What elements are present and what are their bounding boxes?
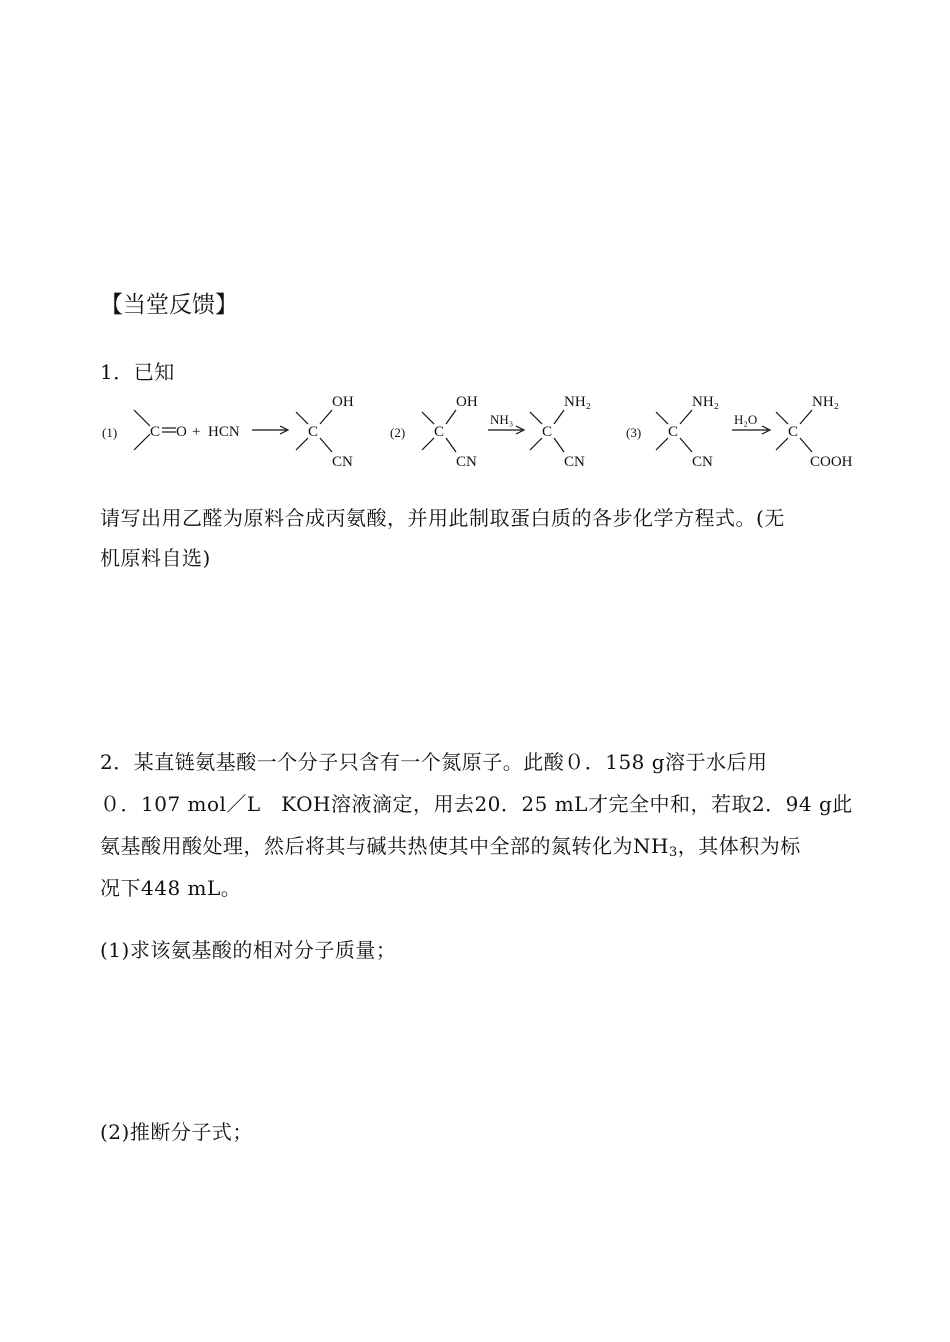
question-1-text-line-1: 请写出用乙醛为原料合成丙氨酸，并用此制取蛋白质的各步化学方程式。(无 [100, 506, 785, 530]
reaction-3-reagent: H₂O [734, 412, 758, 427]
nh3-subscript: 3 [668, 845, 678, 860]
question-2-subquestion-1: (1)求该氨基酸的相对分子质量； [100, 938, 397, 962]
reaction-1-carbon: C [150, 424, 161, 440]
reaction-1-hcn: HCN [208, 424, 240, 440]
reaction-2-product-carbon: C [542, 424, 553, 440]
reaction-3-nh2: NH₂ [692, 394, 719, 410]
reaction-1-product-carbon: C [308, 424, 319, 440]
question-2-line-3-part-b: ，其体积为标 [677, 834, 801, 858]
reaction-1-plus: + [192, 424, 201, 440]
reaction-3-product-carbon: C [788, 424, 799, 440]
reaction-2-nh2: NH₂ [564, 394, 591, 410]
question-1-text-line-2: 机原料自选) [100, 546, 211, 570]
reaction-1-label: (1) [102, 425, 118, 440]
reaction-3-cn: CN [692, 454, 713, 470]
reaction-1-oxygen: O [176, 424, 187, 440]
reaction-scheme [100, 388, 870, 478]
question-2-text-line-1: 2．某直链氨基酸一个分子只含有一个氮原子。此酸０．158 g溶于水后用 [100, 750, 768, 774]
section-heading: 【当堂反馈】 [100, 292, 238, 318]
reaction-1-oh: OH [332, 394, 354, 410]
reaction-3-product-nh2: NH₂ [812, 394, 839, 410]
question-1-intro: 1．已知 [100, 360, 175, 384]
reaction-3-carbon: C [668, 424, 679, 440]
reaction-2-oh: OH [456, 394, 478, 410]
reaction-1-cn: CN [332, 454, 353, 470]
question-2-line-3-part-a: 氨基酸用酸处理，然后将其与碱共热使其中全部的氮转化为NH [100, 834, 669, 858]
question-2-text-line-3 [100, 830, 801, 860]
reaction-2-reagent: NH₃ [490, 412, 514, 427]
reaction-2-cn: CN [456, 454, 477, 470]
reaction-2-product-cn: CN [564, 454, 585, 470]
reaction-3-cooh: COOH [810, 454, 853, 470]
reaction-2-carbon: C [434, 424, 445, 440]
reaction-2-label: (2) [390, 425, 406, 440]
question-2-subquestion-2: (2)推断分子式； [100, 1120, 253, 1144]
question-2-text-line-2: ０．107 mol／L KOH溶液滴定，用去20．25 mL才完全中和，若取2．94 g此 [100, 792, 853, 816]
question-2-text-line-4: 况下448 mL。 [100, 876, 242, 900]
reaction-3-label: (3) [626, 425, 642, 440]
